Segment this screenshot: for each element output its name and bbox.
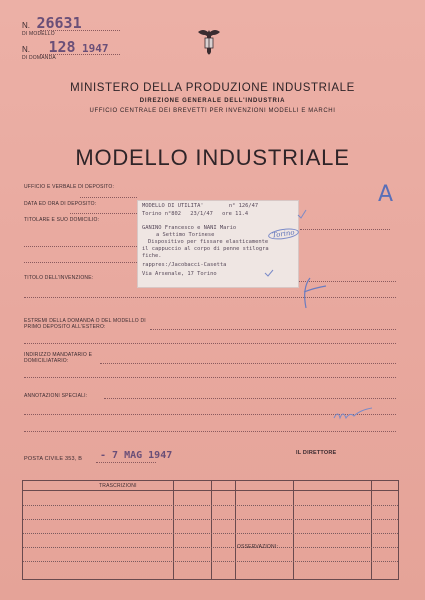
slip-agent: rappres:/Jacobacci-Casetta xyxy=(142,262,227,268)
slip-invention-3: fiche. xyxy=(142,253,162,259)
table-row-line-3 xyxy=(23,533,398,534)
line-annotazioni-3 xyxy=(24,431,396,432)
line-titolare-3 xyxy=(24,262,137,263)
osservazioni-label: OSSERVAZIONI: xyxy=(237,544,279,550)
slip-invention-1: Dispositivo per fissare elasticamente xyxy=(148,239,269,245)
modello-label: DI MODELLO xyxy=(22,31,55,37)
line-annotazioni xyxy=(104,398,396,399)
domanda-year: 1947 xyxy=(82,42,109,55)
table-row-line-1 xyxy=(23,505,398,506)
slip-time: ore 11.4 xyxy=(222,211,249,217)
domanda-label: DI DOMANDA xyxy=(22,55,56,61)
margin-note-torino: Torino xyxy=(267,227,299,241)
slip-address: Via Arsenale, 17 Torino xyxy=(142,271,217,277)
direttore-label: IL DIRETTORE xyxy=(296,450,337,456)
transcriptions-table xyxy=(22,480,399,580)
table-row-line-4 xyxy=(23,547,398,548)
label-titolo: TITOLO DELL'INVENZIONE: xyxy=(24,275,94,281)
ministry-name: MINISTERO DELLA PRODUZIONE INDUSTRIALE xyxy=(70,82,355,94)
trascrizioni-header: TRASCRIZIONI xyxy=(99,483,137,489)
no-label-2: N. xyxy=(22,45,30,54)
table-col-line-5 xyxy=(371,481,372,579)
label-estremi: ESTREMI DELLA DOMANDA O DEL MODELLO DI PRIMO DEPOSITO ALL'ESTERO: xyxy=(24,318,146,330)
form-title: MODELLO INDUSTRIALE xyxy=(75,145,350,170)
tick-icon-2 xyxy=(263,268,275,278)
slip-type: MODELLO DI UTILITA' xyxy=(142,203,204,209)
modello-number: 26631 xyxy=(36,14,82,32)
label-titolare: TITOLARE E SUO DOMICILIO: xyxy=(24,217,100,223)
modello-underline xyxy=(40,30,120,31)
table-col-line-4 xyxy=(293,481,294,579)
initials-scribble-icon xyxy=(332,404,376,424)
date-stamp: - 7 MAG 1947 xyxy=(100,450,173,461)
line-titolare-2 xyxy=(24,246,137,247)
line-estremi xyxy=(150,329,396,330)
pen-check-icon xyxy=(296,274,332,312)
table-col-line-1 xyxy=(173,481,174,579)
domanda-number-block xyxy=(22,38,109,61)
line-indirizzo-2 xyxy=(24,377,396,378)
slip-number: n° 126/47 xyxy=(228,203,259,209)
table-row-line-5 xyxy=(23,561,398,562)
domanda-underline xyxy=(40,54,120,55)
slip-holders: GANINO Francesco e NANI Mario xyxy=(142,225,237,231)
modello-number-block xyxy=(22,14,82,37)
slip-domicile: a Settimo Torinese xyxy=(156,232,215,238)
slip-invention-2: il cappuccio al corpo di penne stilogra xyxy=(142,246,269,252)
label-data-ora: DATA ED ORA DI DEPOSITO: xyxy=(24,201,97,207)
domanda-number: 128 xyxy=(48,38,76,56)
posta-civile: POSTA CIVILE 353, B xyxy=(24,456,83,462)
line-titolo-2 xyxy=(24,297,396,298)
table-row-line-2 xyxy=(23,519,398,520)
ufficio-centrale: UFFICIO CENTRALE DEI BREVETTI PER INVENZIONI MODELLI E MARCHI xyxy=(89,108,336,114)
line-ufficio xyxy=(80,197,137,198)
state-emblem-icon xyxy=(196,26,222,60)
label-indirizzo: INDIRIZZO MANDATARIO E DOMICILIATARIO: xyxy=(24,352,93,364)
label-ufficio-verbale: UFFICIO E VERBALE DI DEPOSITO: xyxy=(24,184,115,190)
line-indirizzo xyxy=(100,363,396,364)
table-col-line-3 xyxy=(235,481,236,579)
line-estremi-2 xyxy=(24,343,396,344)
tick-icon xyxy=(296,208,308,220)
line-titolare-right xyxy=(300,229,390,230)
slip-date: 23/1/47 xyxy=(190,211,213,217)
table-col-line-2 xyxy=(211,481,212,579)
corner-mark: A xyxy=(378,182,394,207)
no-label-1: N. xyxy=(22,21,30,30)
direzione-generale: DIREZIONE GENERALE DELL'INDUSTRIA xyxy=(139,98,286,104)
line-data xyxy=(70,213,137,214)
date-underline xyxy=(96,462,156,463)
slip-office: Torino n°802 xyxy=(142,211,181,217)
label-annotazioni: ANNOTAZIONI SPECIALI: xyxy=(24,393,88,399)
